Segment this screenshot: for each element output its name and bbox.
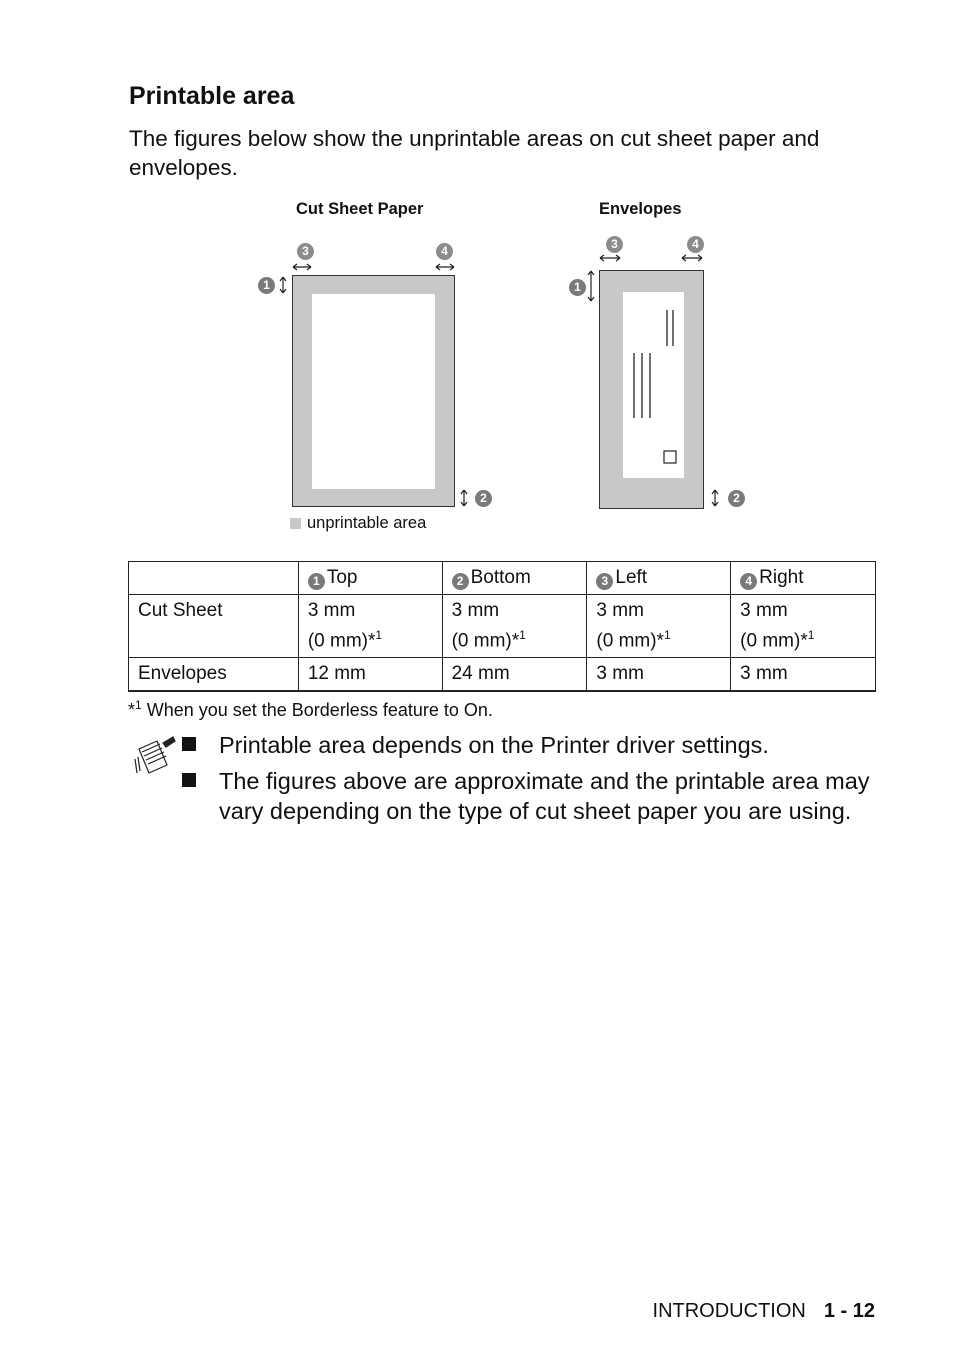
footer-section: INTRODUCTION — [652, 1300, 806, 1322]
envelope-marker-4-right: 4 — [687, 236, 704, 253]
table-header-bottom: 2 Bottom — [442, 562, 587, 595]
right-margin-arrow — [435, 263, 455, 271]
margins-table — [128, 561, 876, 692]
intro-paragraph: The figures below show the unprintable areas on cut sheet paper and envelopes. — [129, 126, 820, 180]
table-cell: 3 mm — [731, 658, 876, 692]
marker-3-icon: 3 — [596, 573, 613, 590]
table-row — [129, 658, 876, 692]
marker-3-left: 3 — [297, 243, 314, 260]
marker-4-right: 4 — [436, 243, 453, 260]
marker-2-bottom: 2 — [475, 490, 492, 507]
table-header-empty — [129, 562, 299, 595]
envelope-paper — [599, 270, 704, 509]
top-margin-arrow — [279, 276, 287, 294]
table-cell: 3 mm — [587, 658, 731, 692]
legend-swatch — [290, 518, 301, 529]
marker-1-icon: 1 — [308, 573, 325, 590]
envelope-bottom-margin-arrow — [711, 489, 719, 507]
envelope-right-margin-arrow — [681, 254, 703, 262]
left-margin-arrow — [292, 263, 312, 271]
table-header-row — [129, 562, 876, 595]
table-cell: 24 mm — [442, 658, 587, 692]
envelope-left-margin-arrow — [599, 254, 621, 262]
page-heading: Printable area — [129, 82, 295, 110]
envelope-marker-3-left: 3 — [606, 236, 623, 253]
table-cell: 12 mm — [298, 658, 442, 692]
envelope-address-lines — [623, 292, 684, 478]
envelope-printable-area — [623, 292, 684, 478]
table-cell: 3 mm (0 mm)*$^1$ — [587, 595, 731, 658]
bottom-margin-arrow — [460, 489, 468, 507]
row-label: Envelopes — [129, 658, 299, 692]
table-cell: 3 mm (0 mm)*$^1$ — [731, 595, 876, 658]
table-cell: 3 mm (0 mm)*$^1$ — [442, 595, 587, 658]
page-footer — [653, 1300, 875, 1323]
table-cell: 3 mm (0 mm)*$^1$ — [298, 595, 442, 658]
cut-sheet-printable-area — [312, 294, 435, 489]
table-header-right: 4 Right — [731, 562, 876, 595]
row-label: Cut Sheet — [129, 595, 299, 658]
envelope-marker-1-top: 1 — [569, 279, 586, 296]
table-header-left: 3 Left — [587, 562, 731, 595]
legend-label: unprintable area — [307, 514, 427, 532]
table-row — [129, 595, 876, 658]
table-header-top: 1 Top — [298, 562, 442, 595]
envelopes-title: Envelopes — [599, 200, 682, 218]
marker-2-icon: 2 — [452, 573, 469, 590]
page-number: 1 - 12 — [823, 1300, 875, 1322]
footnote: *$^1$ When you set the Borderless feature to On. — [128, 698, 493, 720]
note-pencil-icon — [133, 735, 177, 779]
marker-4-icon: 4 — [740, 573, 757, 590]
bullet-square-icon — [182, 737, 196, 751]
envelope-marker-2-bottom: 2 — [728, 490, 745, 507]
cut-sheet-paper — [292, 275, 455, 507]
bullet-square-icon — [182, 773, 196, 787]
legend — [290, 514, 426, 533]
cut-sheet-title: Cut Sheet Paper — [296, 200, 424, 218]
stamp-box — [664, 451, 676, 463]
marker-1-top: 1 — [258, 277, 275, 294]
envelope-top-margin-arrow — [587, 270, 595, 302]
